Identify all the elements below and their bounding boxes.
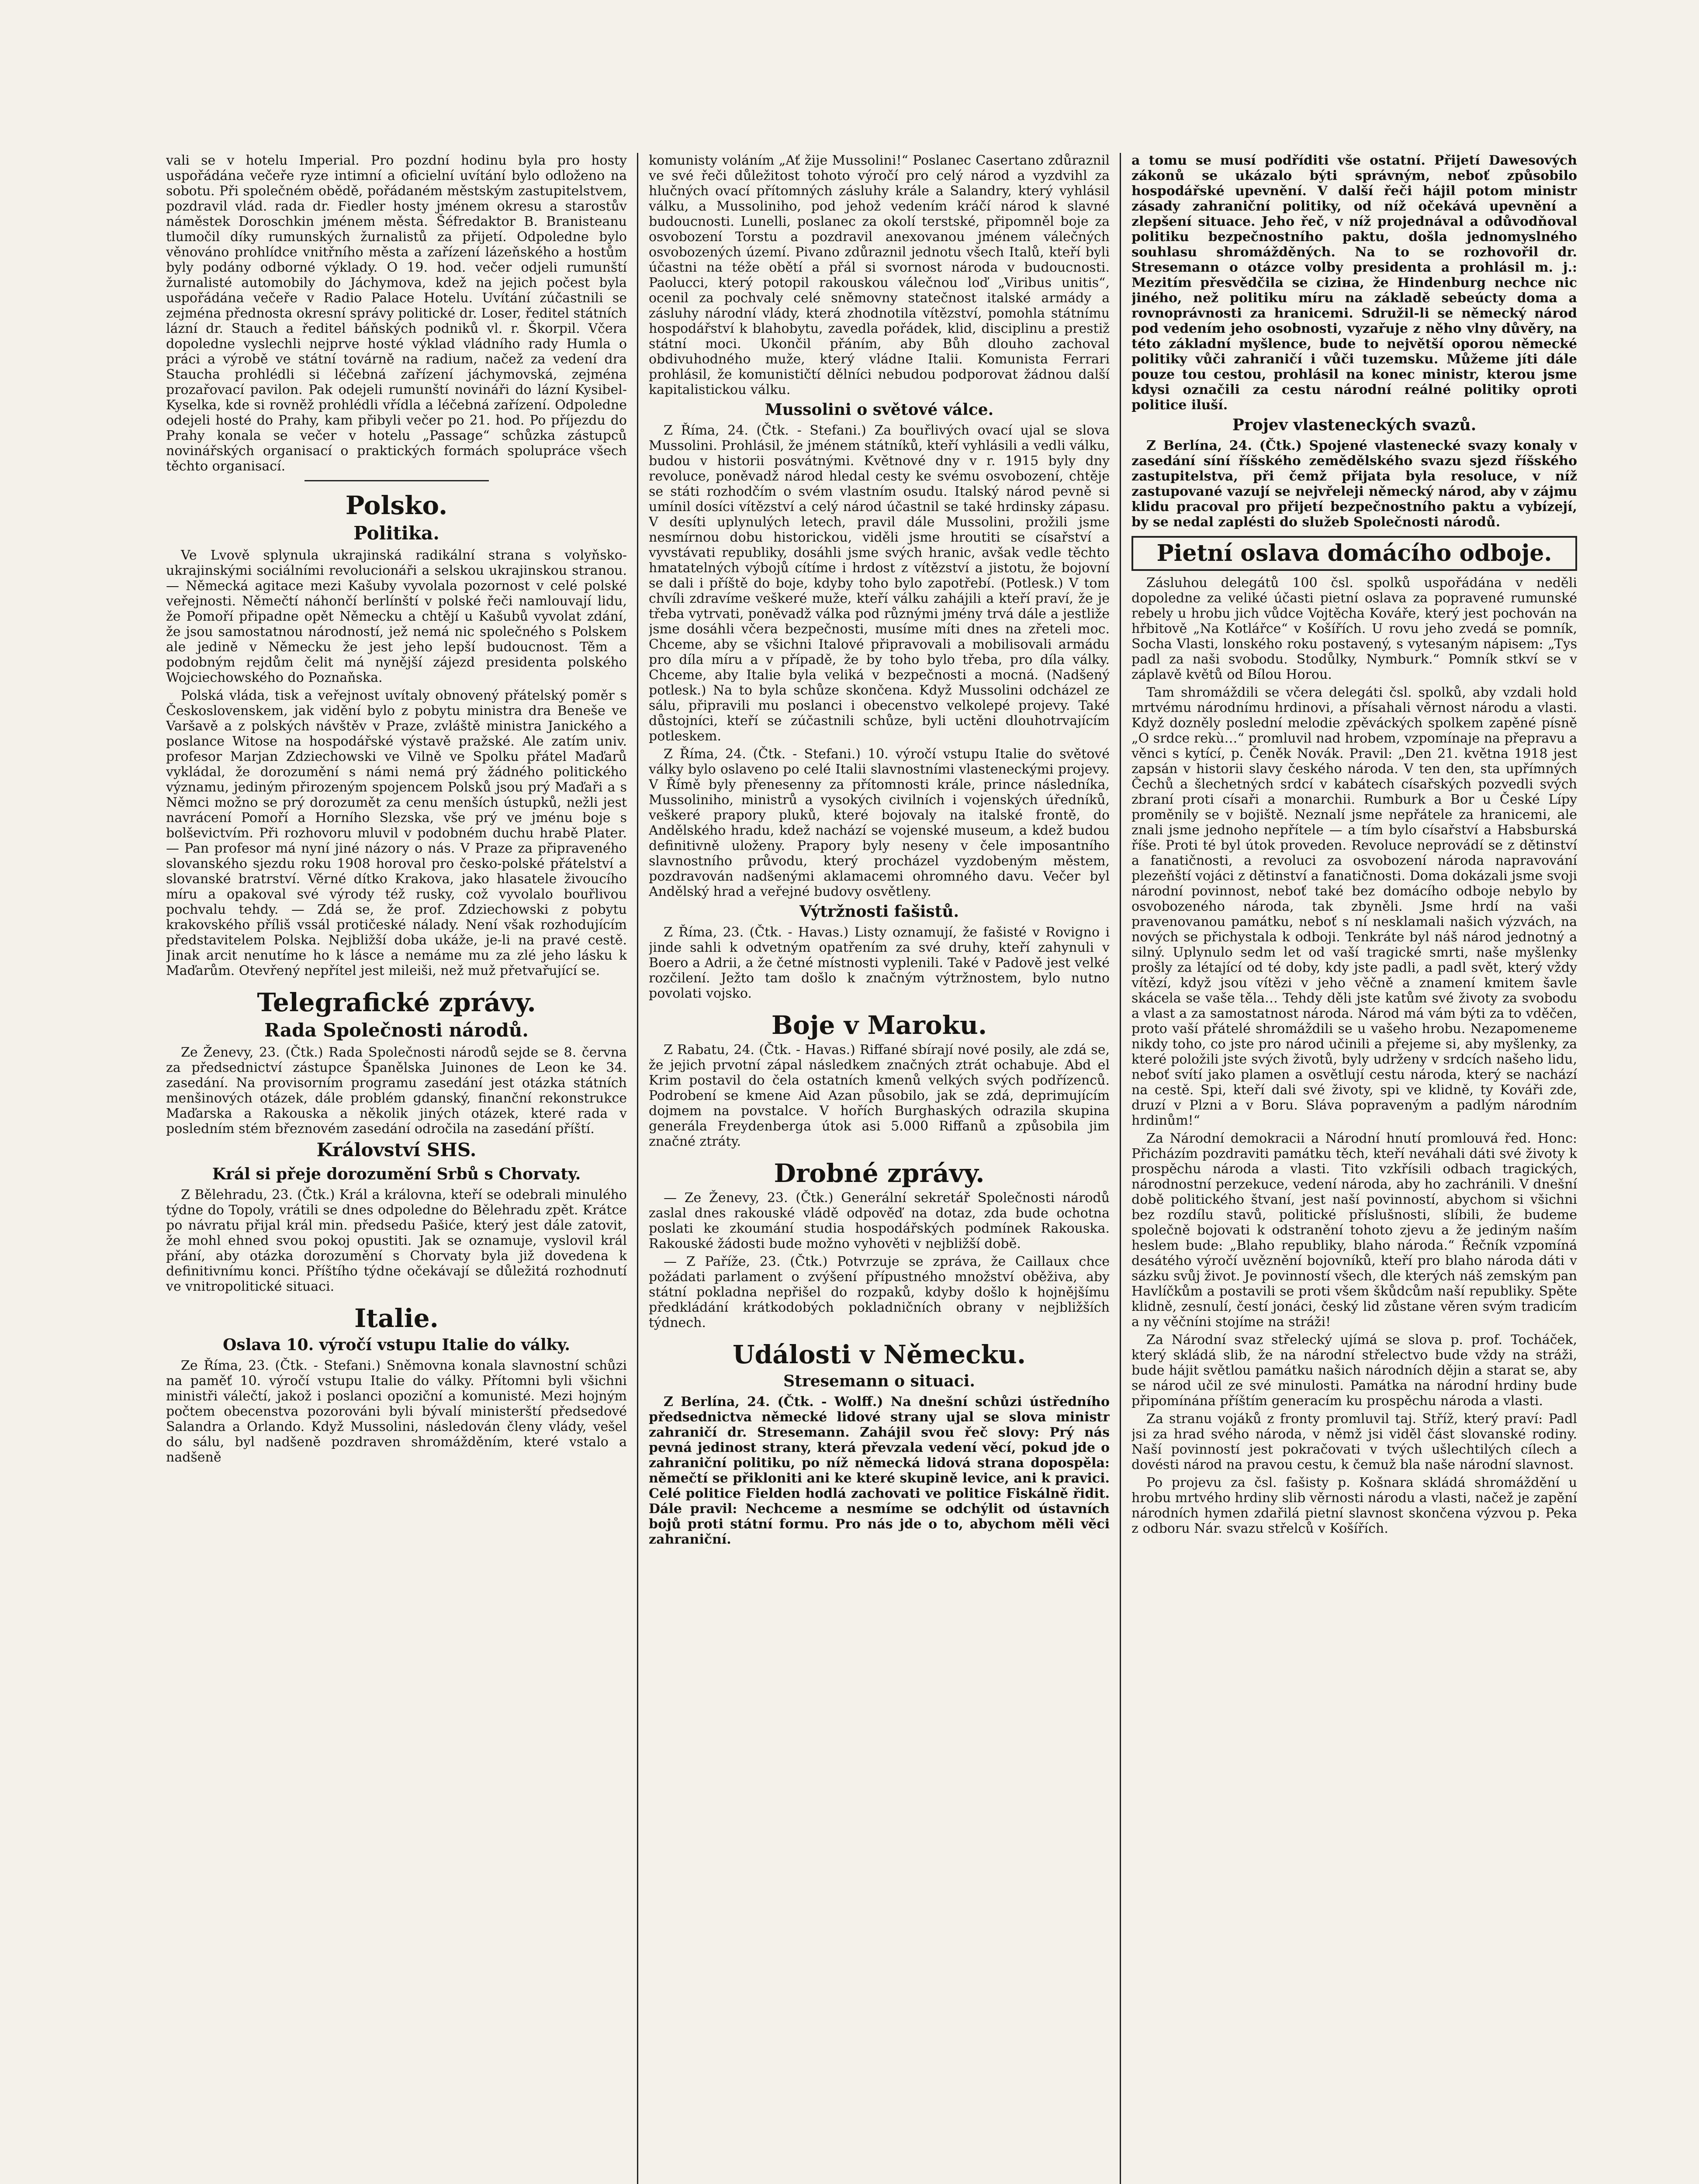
article-text: Z Bělehradu, 23. (Čtk.) Král a královna, kteří se odebrali minulého týdne do Topoly, vrátili se dnes odpoledne do Bělehradu zpět. Krátce po návratu přijal král min. předsedu Pašiće, který jest dále zatovit, že mohl ehned svou pokoj opustiti. Jak se oznamuje, vyslovil král přání, aby otázka dorozumění s Chorvaty byla již dovedena k definitivnímu konci. Příštího týdne očekávají se důležitá rozhodnutí ve vnitropolitické situaci. <box>166 1187 627 1294</box>
subheading: Království SHS. <box>316 1139 477 1161</box>
divider <box>305 480 489 481</box>
subheading: Mussolini o světové válce. <box>765 401 994 419</box>
section-heading: Italie. <box>354 1303 439 1333</box>
article-text: Za Národní demokracii a Národní hnutí promlouvá řed. Honc: Přicházím pozdraviti památku těch, kteří neváhali dáti své životy k prospěchu národa a vlasti. Tito vzkřísili odbach tragických, národnostní perzekuce, vedení národa, aby ho zachránili. V dnešní době politického štvaní, jest naší povinností, abychom si všichni bez rozdílu stavů, politické příslušnosti, slíbili, že budeme společně bojovati k odstranění tohoto zjevu a že jediným naším heslem bude: „Blaho republiky, blaho národa.“ Řečník vzpomíná desátého výročí uvěznění bojovníků, kteří pro blaho národa dáti v sázku svůj život. Je povinností všech, dle kterých náš zemským pan Havlíčkům a postavili se proti všem škůdcům naší republiky. Spěte klidně, zesnulí, čestí jonáci, český lid zůstane věren svým tradicím a ny věčníni stojíme na stráži! <box>1132 1131 1577 1330</box>
article-text: — Z Paříže, 23. (Čtk.) Potvrzuje se zpráva, že Caillaux chce požádati parlament o zvýšení přípustného množství oběživa, aby státní pokladna nepřišel do rozpaků, kdyby došlo k hojnějšímu předkládání krátkodobých pokladničních obrany v nejbližších týdnech. <box>649 1254 1110 1330</box>
article-text: Z Rabatu, 24. (Čtk. - Havas.) Riffané sbírají nové posily, ale zdá se, že jejich prvotní zápal následkem značných ztrát ochabuje. Abd el Krim postavil do čela ostatních kmenů velkých svých podřízenců. Podrobení se kmene Aid Azan působilo, jak se zdá, deprimujícím dojmem na povstalce. V hořích Burghaských odrazila skupina generála Freydenberga útok asi 5.000 Riffanů a způsobila jim značné ztráty. <box>649 1042 1110 1149</box>
section-heading: Pietní oslava domácího odboje. <box>1156 540 1552 567</box>
subheading: Oslava 10. výročí vstupu Italie do války. <box>223 1336 570 1354</box>
column-rule <box>637 153 638 2184</box>
article-text: Tam shromáždili se včera delegáti čsl. spolků, aby vzdali hold mrtvému národnímu hrdinovi, a přísahali věrnost národu a vlasti. Když dozněly poslední melodie zpěváckých spolkem zapěné písně „O srdce rekù…“ promluvil nad hrobem, vzpomínaje na přepravu a věnci s kytící, p. Čeněk Novák. Pravil: „Den 21. května 1918 jest zapsán v historii slavy českého národa. V ten den, sta upřímných Čechů a šlechetných srdcí v kabátech císařských pozvedli svých zbraní proti císaři a monarchii. Rumburk a Bor u České Lípy proměnily se v bojiště. Neznalí jsme nepřátele za hranicemi, ale znali jsme jednoho nepřítele — a tím bylo císařství a Habsburská říše. Proti té byl útok proveden. Revoluce neprovádí se z dětinství a fanatičnosti, a revoluci za osvobození národa napravování plezeňští vojáci z dětinství a fanatičnosti. Doma dokázali jsme svoji národní povinnost, neboť také bez domácího odboje nebylo by osvobozeného národa, tak zbyněli. Jsme hrdí na vaši pravenovanou památku, neboť s ní nesklamali našich výzvách, na nových se přichystala k odboji. Tenkráte byl náš národ jednotný a silný. Uplynulo sedm let od vaší tragické smrti, naše myšlenky prošly za létající od té doby, kdy jste padli, a padl svět, který vždy vítězí, když jsou vítězi v jeho věčně a znamení kmitem šavle skácela se vaše těla… Tehdy děli jste katům své životy za svobodu a vlast a za samostatnost národa. Národ má vám býti za to vděčen, proto vaší přátelé shromáždili se u vašeho hrobu. Nezapomeneme nikdy toho, co jste pro národ učinili a přejeme si, aby myšlenky, za které položili jste svých životů, byly udrženy v srdcích našeho lidu, neboť svítí jako plamen a osvětlují cestu národa, který se nachází na cestě. Spi, kteří dali své životy, spi ve klidně, ty Kováři zde, druzí v Plzni a v Boru. Sláva popraveným a padlým národním hrdinům!“ <box>1132 685 1577 1128</box>
article-text: — Ze Ženevy, 23. (Čtk.) Generální sekretář Společnosti národů zaslal dnes rakouské vládě odpověď na dotaz, zda bude ochotna poslati ke zkoumání studia hospodářských podmínek Rakouska. Rakouské žádosti bude možno vyhověti v nejbližší době. <box>649 1190 1110 1251</box>
article-text: Z Berlína, 24. (Čtk.) Spojené vlastenecké svazy konaly v zasedání síní říšského zemědělského svazu sjezd říšského zastupitelstva, při čemž přijata byla resoluce, v níž zastupované vazují se nejvřeleji německý národ, aby v zájmu klidu pracoval pro přijetí bezpečnostního paktu a vybízejí, by se nedal zaplésti do služeb Společnosti národů. <box>1132 438 1577 530</box>
article-text: Z Říma, 24. (Čtk. - Stefani.) 10. výročí vstupu Italie do světové války bylo oslaveno po celé Italii slavnostními vlasteneckými projevy. V Římě byly přenesenny za přítomnosti krále, prince následníka, Mussoliniho, ministrů a vysokých civilních i vojenských úředníků, veškeré prapory pluků, které bojovaly na italské frontě, do Andělského hradu, kdež nachází se vojenské museum, a kdež budou definitivně uloženy. Prapory byly neseny v čele imposantního slavnostního průvodu, který procházel vyzdobeným městem, pozdravován nadšenými aklamacemi ohromného davu. Večer byl Andělský hrad a veřejné budovy osvětleny. <box>649 746 1110 899</box>
subheading: Politika. <box>353 522 439 544</box>
article-text: Ze Ženevy, 23. (Čtk.) Rada Společnosti národů sejde se 8. června za předsednictví zástupce Španělska Juinones de Leon ke 34. zasedání. Na provisorním programu zasedání jest otázka státních menšinových otázek, dále problém gdanský, finanční rekonstrukce Maďarska a Rakouska a několik jiných otázek, které rada v posledním stém březnovém zasedání odročila na zasedání příští. <box>166 1045 627 1137</box>
section-heading: Drobné zprávy. <box>774 1158 985 1188</box>
article-text: Polská vláda, tisk a veřejnost uvítaly obnovený přátelský poměr s Československem, jak vidění bylo z pobytu ministra dra Beneše ve Varšavě a z polských návštěv v Praze, zvláště ministra Janického a poslance Witose na hospodářské výstavě pražské. Ale zatím univ. profesor Marjan Zdziechowski ve Vilně ve Spolku přátel Maďarů vykládal, že dorozumění s námi nemá prý žádného politického významu, jediným přirozeným spojencem Polsků jsou prý Maďaři a s Němci možno se prý dorozumět za cenu menších ústupků, nežli jest navrácení Pomoří a Horního Slezska, vše prý ve jménu boje s bolševictvím. Při rozhovoru mluvil v podobném duchu hrabě Plater. — Pan profesor má nyní jiné názory o nás. V Praze za připraveného slovanského sjezdu roku 1908 horoval pro česko-polské přátelství a slovanské bratrství. Věrné dítko Krakova, jako hlasatele živoucího míru a opakoval své výrody též rusky, což vyvolalo bouřlivou pochvalu tehdy. — Zdá se, že prof. Zdziechowski z pobytu krakovského příliš vssál protičeské nálady. Není však rozhodujícím představitelem Polska. Nejbližší doba ukáže, je-li na pravé cestě. Jinak arcit nenutíme ho k lásce a nemáme mu za zlé jeho lásku k Maďarům. Otevřený nepřítel jest mileiši, než muž přetvařující se. <box>166 688 627 978</box>
column-rule <box>1120 153 1121 2184</box>
article-text: Zásluhou delegátů 100 čsl. spolků uspořádána v neděli dopoledne za veliké účasti pietní oslava za popravené rumunské rebely u hrobu jich vůdce Vojtěcha Kováře, který jest pochován na hřbitově „Na Kotlářce“ v Košířích. U rovu jeho zvedá se pomník, Socha Vlasti, lonského roku postavený, s vytesaným nápisem: „Tys padl za naši svobodu. Stodůlky, Nymburk.“ Pomník stkví se v záplavě květů od Bílou Horou. <box>1132 575 1577 682</box>
article-text: Z Říma, 23. (Čtk. - Havas.) Listy oznamují, že fašisté v Rovigno i jinde sahli k odvetným opatřením za své druhy, kteří zahynuli v Boero a Adrii, a že četné místnosti vyplenili. Také v Padově jest velké rozčilení. Ježto tam došlo k značným výtržnostem, bylo nutno povolati vojsko. <box>649 925 1110 1001</box>
article-text: a tomu se musí podříditi vše ostatní. Přijetí Dawesových zákonů se ukázalo býti správným, neboť způsobilo hospodářské upevnění. V další řeči hájil potom ministr zásady zahraniční politiky, od níž očekává upevnění a zlepšení situace. Jeho řeč, v níž projednával a odůvodňoval politiku bezpečnostního paktu, došla jednomyslného souhlasu shromážděných. Na to se rozhovořil dr. Stresemann o otázce volby presidenta a prohlásil m. j.: Mezitím přesvědčila se ciziна, že Hindenburg nechce nic jiného, než politiku míru na základě sebeúcty doma a rovnoprávnosti za hranicemi. Sdružil-li se německý národ pod vedením jeho osobnosti, vyzařuje z něho vlny důvěry, na této základní myšlence, bude to největší oporou německé politiky vůči zahraničí i vůči tuzemsku. Můžeme jíti dále pouze tou cestou, prohlásil na konec ministr, kterou jsme kdysi označili za cestu národní reálné politiky oproti politice iluší. <box>1132 153 1577 413</box>
section-heading: Události v Německu. <box>732 1340 1026 1369</box>
article-text: vali se v hotelu Imperial. Pro pozdní hodinu byla pro hosty uspořádána večeře ryze intimní a oficielní uvítání bylo odloženo na sobotu. Při společném obědě, pořádaném městským zastupitelstvem, pozdravil vlád. rada dr. Fiedler hosty jménem okresu a starostův náměstek Doroschkin jménem města. Šéfredaktor B. Branisteanu tlumočil díky rumunských žurnalistů za přijetí. Odpoledne bylo věnováno prohlídce vnitřního města a zařízení lázeňského a hostům byly podány odborné výklady. O 19. hod. večer odjeli rumunští žurnalisté automobily do Jáchymova, kdež na jejich počest byla uspořádána večeře v Radio Palace Hotelu. Uvítání zúčastnili se zejména přednosta okresní správy politické dr. Loser, ředitel státních lázní dr. Stauch a ředitel báňských podniků vl. r. Škorpil. Včera dopoledne vyslechli nejprve hosté výklad vládního rady Humla o práci a výrobě ve státní továrně na radium, načež za vedení dra Stauchа prohlédli si léčebná zařízení jáchymovská, zejména prozařovací pavilon. Pak odejeli rumunští novináři do lázní Kysibel-Kyselka, kde si rovněž prohlédli vřídla a léčebná zařízení. Odpoledne odejeli hosté do Prahy, kam přibyli večer po 21. hod. Po příjezdu do Prahy konala se večer v hotelu „Passage“ schůzka zástupců novinářských organisací o praktických formách spolupráce všech těchto organisací. <box>166 153 627 474</box>
article-text: Po projevu za čsl. fašisty p. Košnara skládá shromáždění u hrobu mrtvého hrdiny slib věrnosti národu a vlasti, načež je zapění národních hymen zdařilá pietní slavnost skončena výzvou p. Peka z odboru Nár. svazu střelců v Košířích. <box>1132 1475 1577 1536</box>
newspaper-page <box>166 153 1577 2184</box>
article-text: komunisty voláním „Ať žije Mussolini!“ Poslanec Casertano zdůraznil ve své řeči důležitost tohoto výročí pro celý národ a vyzdvihl za hlučných ovací přítomných zásluhy krále a Salandry, který vyhlásil válku, a Mussoliniho, pod jehož vedením kráčí národ k slavné budoucnosti. Lunelli, poslanec za okolí terstské, připomněl boje za osvobození Torstu a pozdravil anexovanou jménem válečných osvobozených území. Pivano zdůraznil jednotu všech Italů, kteří byli účastni na téže obětí a přál si svornost národa v budoucnosti. Paolucci, který potopil rakouskou válečnou loď „Viribus unitis“, ocenil za pochvaly celé sněmovny statečnost italské armády a zásluhy národní vlády, která zhodnotila vítězství, pomohla státnímu hospodářství k blahobytu, zavedla pořádek, klid, disciplinu a prestiž státní moci. Ukončil přáním, aby Bůh dlouho zachoval obdivuhodného muže, který vládne Italii. Komunista Ferrari prohlásil, že komunističtí dělníci nebudou podporovat žádnou další kapitalistickou válku. <box>649 153 1110 397</box>
subheading: Král si přeje dorozumění Srbů s Chorvaty. <box>212 1165 581 1183</box>
subheading: Rada Společnosti národů. <box>264 1019 529 1041</box>
subheading: Výtržnosti fašistů. <box>799 902 959 921</box>
column-middle <box>649 153 1110 2184</box>
section-heading: Polsko. <box>345 491 448 520</box>
article-text: Za stranu vojáků z fronty promluvil taj. Stříž, který praví: Padl jsi za hrad svého národa, v němž jsi viděl část slovanské rodiny. Naší povinností jest pokračovati v tvých ušlechtilých cílech a dovésti národ na pravou cestu, k čemuž bla naše národní slavnost. <box>1132 1411 1577 1472</box>
article-text: Z Berlína, 24. (Čtk. - Wolff.) Na dnešní schůzi ústředního předsednictva německé lidové strany ujal se slova ministr zahraničí dr. Stresemann. Zahájil svou řeč slovy: Prý nás pevná jedinost strany, která převzala vedení věcí, pokud jde o zahraniční politiku, po níž německá lidová strana dopospěla: němečtí se přikloniti ani ke které skupině levice, ani k pravici. Celé politice Fielden hodlá zachovati ve politice Fiskálně řidit. Dále pravil: Nechceme a nesmíme se odchýlit od ústavních bojů proti státní formu. Pro nás jde o to, abychom měli věci zahraniční. <box>649 1394 1110 1547</box>
subheading: Stresemann o situaci. <box>783 1372 975 1390</box>
column-left <box>166 153 627 2184</box>
subheading: Projev vlasteneckých svazů. <box>1232 416 1477 434</box>
column-right <box>1132 153 1577 2184</box>
section-heading: Boje v Maroku. <box>771 1010 987 1040</box>
article-text: Ve Lvově splynula ukrajinská radikální strana s volyňsko-ukrajinskými sociálními revolucionáři a selskou ukrajinskou stranou. — Německá agitace mezi Kašuby vyvolala pozornost v celé polské veřejnosti. Němečtí náhončí berlínští v polské řeči namlouvají lidu, že Pomoří připadne opět Německu a chtějí u Kašubů vyvolat zdání, že jsou samostatnou národností, jež nemá nic společného s Polskem ale jedině v Německu že jest jeho lepší budoucnost. Těm a podobným rejdům čelit má nynější zájezd presidenta polského Wojciechowského do Poznaňska. <box>166 548 627 685</box>
article-text: Za Národní svaz střelecký ujímá se slova p. prof. Tocháček, který skládá slib, že na národní střelectvo bude vždy na stráži, bude hájit světlou památku našich národních dějin a starat se, aby se národ učil ze své minulosti. Památka na národní hrdiny bude připomínána příštím generacím ku prospěchu národa a vlasti. <box>1132 1332 1577 1409</box>
section-heading: Telegrafické zprávy. <box>257 988 536 1017</box>
article-text: Z Říma, 24. (Čtk. - Stefani.) Za bouřlivých ovací ujal se slova Mussolini. Prohlásil, že jménem státníků, kteří vyhlásili a vedli válku, budou v historii posvátnými. Květnové dny v r. 1915 byly dny revoluce, poněvadž národ hledal cesty ke svému osvobození, chtěje se státi rozhodčím o svém vlastním osudu. Italský národ pevně si umínil dosíci vítězství a celý národ účastnil se také hrdinsky zápasu. V desíti uplynulých letech, pravil dále Mussolini, prožili jsme nesmírnou dobu historickou, viděli jsme hroutiti se císařství a vyvstávati republiky, dosáhli jsme svých hranic, avšak vedle těchto hmatatelných výbojů cítíme i hrdost z vítězství a jistotu, že bojovní se dali i příště do boje, kdyby toho bylo zapotřebí. (Potlesk.) V tom chvíli zdravíme veškeré muže, kteří válku zahájili a kteří praví, že je třeba vytrvati, poněvadž válka pod různými jmény trvá dále a jestliže jsme dosáhli včera bezpečnosti, musíme míti dnes na zřeteli moc. Chceme, aby se všichni Italové připravovali a mobilisovali armádu pro díla míru a v případě, že by toho bylo třeba, pro díla války. Chceme, aby Italie byla veliká v bezpečnosti a mocná. (Nadšený potlesk.) Na to byla schůze skončena. Když Mussolini odcházel ze sálu, připravili mu poslanci i obecenstvo velkolepé projevy. Také důstojníci, kteří se zúčastnili schůze, byli uctěni dlouhotrvajícím potleskem. <box>649 423 1110 744</box>
article-text: Ze Říma, 23. (Čtk. - Stefani.) Sněmovna konala slavnostní schůzi na paměť 10. výročí vstupu Italie do války. Přítomni byli všichni ministři válečtí, jakož i poslanci opoziční a komunisté. Mezi hojným počtem obecenstva pozorováni byli bývalí ministerští předsedové Salandra a Orlando. Když Mussolini, následován členy vlády, vešel do sálu, byl nadšeně pozdraven shromážděním, které vstalo a nadšeně <box>166 1358 627 1465</box>
headline-box <box>1132 536 1577 571</box>
